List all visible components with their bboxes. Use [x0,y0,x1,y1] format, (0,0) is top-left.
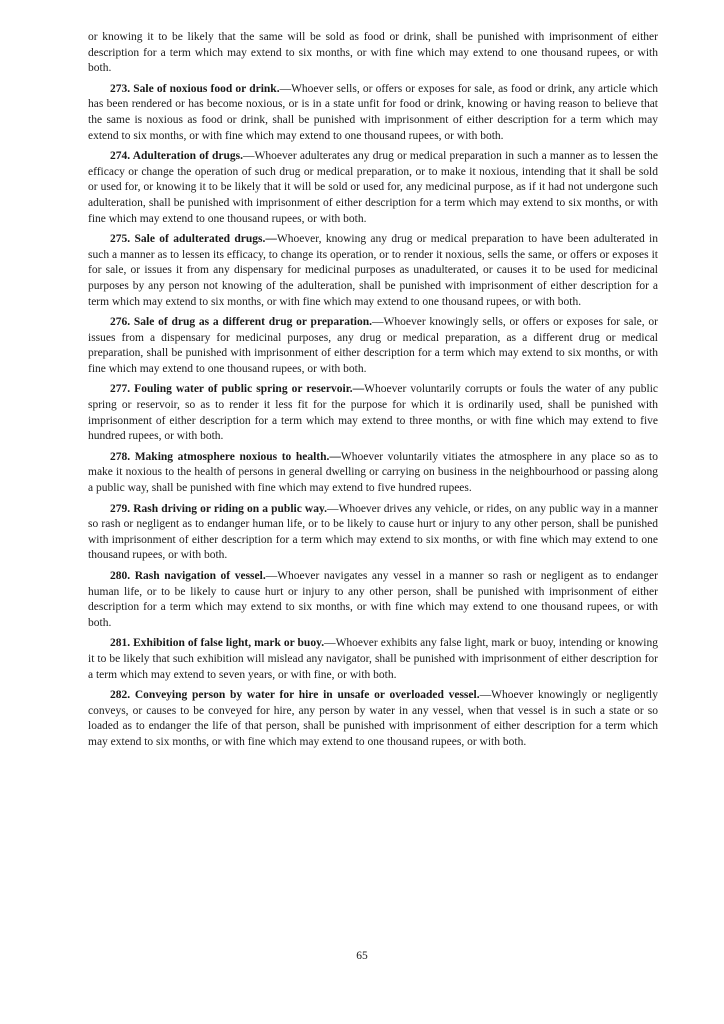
section-text: Whoever, knowing any drug or medical preparation to have been adulterated in such a manner as to lessen its efficacy, to change its operation, or to render it noxious, sells the same, or offers or exposes it for sale, or issues it from any dispensary for medicinal purposes as unadulterated, or causes it to be used for medicinal purposes by any person not knowing of the adulteration, shall be punished with imprisonment of either description for a term which may extend to six months, or with fine which may extend to one thousand rupees, or with both. [88,233,658,308]
section-heading: 282. Conveying person by water for hire in unsafe or overloaded vessel. [110,689,480,702]
section-text: —Whoever exhibits any false light, mark or buoy, intending or knowing it to be likely that such exhibition will mislead any navigator, shall be punished with imprisonment of either description for a term which may extend to seven years, or with fine, or with both. [88,637,658,681]
section-276 [88,315,658,377]
section-275 [88,232,658,310]
section-text: Whoever voluntarily vitiates the atmosphere in any place so as to make it noxious to the health of persons in general dwelling or carrying on business in the neighbourhood or passing along a public way, shall be punished with fine which may extend to five hundred rupees. [88,450,659,495]
section-text: —Whoever drives any vehicle, or rides, on any public way in a manner so rash or negligent as to endanger human life, or to be likely to cause hurt or injury to any other person, shall be punished with imprisonment of either description for a term which may extend to six months, or with fine which may extend to one thousand rupees, or with both. [88,502,658,562]
section-heading: 274. Adulteration of drugs. [110,150,244,163]
section-text: —Whoever adulterates any drug or medical preparation in such a manner as to lessen the efficacy or change the operation of such drug or medical preparation, or to make it noxious, intending that it shall be sold or used for, or knowing it to be likely that it will be sold or used for, any medicinal purpose, as if it had not undergone such adulteration, shall be punished with imprisonment of either description for a term which may extend to six months, or with fine which may extend to one thousand rupees, or with both. [88,150,658,225]
section-274 [88,149,658,227]
section-heading: 276. Sale of drug as a different drug or preparation. [110,316,372,329]
section-heading: 281. Exhibition of false light, mark or buoy. [110,637,325,650]
section-279 [88,502,658,564]
section-heading: 275. Sale of adulterated drugs.— [110,233,277,246]
section-277 [88,382,658,444]
section-273 [88,82,658,144]
section-text: —Whoever knowingly or negligently conveys, or causes to be conveyed for hire, any person by water in any vessel, when that vessel is in such a state or so loaded as to endanger the life of that person, shall be punished with imprisonment of either description for a term which may extend to six months, or with fine which may extend to one thousand rupees, or with both. [88,689,659,748]
section-heading: 278. Making atmosphere noxious to health.— [110,450,341,463]
section-heading: 279. Rash driving or riding on a public way. [110,502,327,515]
section-heading: 273. Sale of noxious food or drink. [110,82,280,95]
section-text: —Whoever sells, or offers or exposes for sale, as food or drink, any article which has been rendered or has become noxious, or is in a state unfit for food or drink, knowing or having reason to believe that the same is noxious as food or drink, shall be punished with imprisonment of either description for a term which may extend to six months, or with fine which may extend to one thousand rupees, or with both. [88,82,658,142]
section-heading: 277. Fouling water of public spring or reservoir.— [110,383,365,396]
section-281 [88,636,658,683]
document-body [88,30,658,756]
section-282 [88,688,658,750]
section-heading: 280. Rash navigation of vessel. [110,570,266,582]
section-278 [88,450,658,497]
section-text: Whoever voluntarily corrupts or fouls the water of any public spring or reservoir, so as to render it less fit for the purpose for which it is ordinarily used, shall be punished with imprisonment of either description for a term which may extend to three months, or with fine which may extend to five hundred rupees, or with both. [88,383,658,443]
section-280 [88,569,658,631]
intro-paragraph: or knowing it to be likely that the same will be sold as food or drink, shall be punished with imprisonment of either description for a term which may extend to six months, or with fine which may extend to one thousand rupees, or with both. [88,31,658,75]
section-text: —Whoever knowingly sells, or offers or exposes for sale, or issues from a dispensary for medicinal purposes, any drug or medical preparation, as a different drug or medical preparation, shall be punished with imprisonment of either description for a term which may extend to six months, or with fine which may extend to one thousand rupees, or with both. [88,316,658,375]
page-number: 65 [356,950,368,962]
section-text: —Whoever navigates any vessel in a manner so rash or negligent as to endanger human life, or to be likely to cause hurt or injury to any other person, shall be punished with imprisonment of either description for a term which may extend to six months, or with fine which may extend to one thousand rupees, or with both. [88,570,658,629]
